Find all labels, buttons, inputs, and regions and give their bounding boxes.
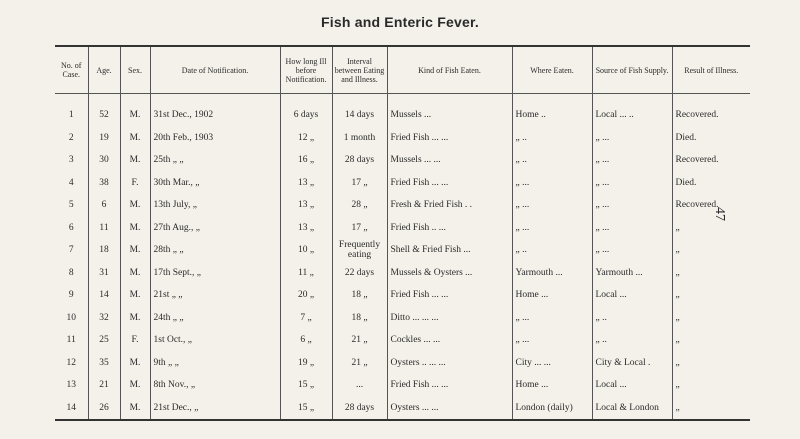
cell-ill-before-notification: 13 „ bbox=[280, 172, 332, 195]
cell-where-eaten: „ ... bbox=[512, 194, 592, 217]
cell-notification-date: 21st Dec., „ bbox=[150, 397, 280, 421]
cell-ill-before-notification: 7 „ bbox=[280, 307, 332, 330]
cell-eating-illness-interval: 28 days bbox=[332, 397, 387, 421]
cell-sex: M. bbox=[120, 127, 150, 150]
cell-sex: M. bbox=[120, 284, 150, 307]
table-row bbox=[55, 307, 750, 330]
cell-eating-illness-interval: 21 „ bbox=[332, 329, 387, 352]
table-row bbox=[55, 172, 750, 195]
cell-eating-illness-interval: 18 „ bbox=[332, 307, 387, 330]
cell-where-eaten: „ .. bbox=[512, 127, 592, 150]
spacer-cell bbox=[592, 94, 672, 105]
table-row bbox=[55, 329, 750, 352]
cell-case-no: 6 bbox=[55, 217, 88, 240]
cell-where-eaten: „ ... bbox=[512, 217, 592, 240]
cell-fish-kind: Oysters .. ... ... bbox=[387, 352, 512, 375]
column-header-eating-illness-interval: Interval between Eating and Illness. bbox=[332, 46, 387, 94]
cell-fish-source: „ ... bbox=[592, 239, 672, 262]
cell-age: 26 bbox=[88, 397, 120, 421]
cell-illness-result: „ bbox=[675, 245, 680, 256]
column-header-ill-before-notification: How long Ill before Notification. bbox=[280, 46, 332, 94]
cell-ill-before-notification: 15 „ bbox=[280, 374, 332, 397]
cell-notification-date: 25th „ „ bbox=[150, 149, 280, 172]
cell-case-no: 14 bbox=[55, 397, 88, 421]
cell-case-no: 10 bbox=[55, 307, 88, 330]
cell-age: 11 bbox=[88, 217, 120, 240]
table-row bbox=[55, 127, 750, 150]
cell-illness-result: „ bbox=[675, 267, 680, 278]
cell-ill-before-notification: 13 „ bbox=[280, 194, 332, 217]
cell-fish-kind: Mussels ... ... bbox=[387, 149, 512, 172]
cell-ill-before-notification: 10 „ bbox=[280, 239, 332, 262]
column-header-fish-source: Source of Fish Supply. bbox=[592, 46, 672, 94]
cell-fish-kind: Cockles ... ... bbox=[387, 329, 512, 352]
cell-ill-before-notification: 11 „ bbox=[280, 262, 332, 285]
table-row bbox=[55, 194, 750, 217]
cell-illness-result: Recovered. bbox=[675, 200, 719, 211]
cell-age: 19 bbox=[88, 127, 120, 150]
cell-fish-kind: Ditto ... ... ... bbox=[387, 307, 512, 330]
cell-eating-illness-interval: 17 „ bbox=[332, 172, 387, 195]
cell-fish-kind: Fried Fish ... ... bbox=[387, 127, 512, 150]
cell-fish-source: Local & London bbox=[592, 397, 672, 421]
cell-fish-source: „ ... bbox=[592, 217, 672, 240]
column-header-sex: Sex. bbox=[120, 46, 150, 94]
table-row bbox=[55, 104, 750, 127]
cell-case-no: 9 bbox=[55, 284, 88, 307]
cell-sex: M. bbox=[120, 217, 150, 240]
cell-notification-date: 1st Oct., „ bbox=[150, 329, 280, 352]
cell-sex: M. bbox=[120, 307, 150, 330]
cell-fish-source: Yarmouth ... bbox=[592, 262, 672, 285]
cell-age: 35 bbox=[88, 352, 120, 375]
column-header-where-eaten: Where Eaten. bbox=[512, 46, 592, 94]
cell-fish-source: „ ... bbox=[592, 172, 672, 195]
column-header-fish-kind: Kind of Fish Eaten. bbox=[387, 46, 512, 94]
cell-fish-kind: Fried Fish ... ... bbox=[387, 374, 512, 397]
cell-where-eaten: „ ... bbox=[512, 172, 592, 195]
cell-fish-source: „ .. bbox=[592, 307, 672, 330]
column-header-illness-result: Result of Illness. bbox=[672, 46, 750, 94]
cell-fish-kind: Fried Fish ... ... bbox=[387, 172, 512, 195]
table-row bbox=[55, 262, 750, 285]
table-row bbox=[55, 284, 750, 307]
table-row bbox=[55, 397, 750, 421]
cell-notification-date: 30th Mar., „ bbox=[150, 172, 280, 195]
cell-ill-before-notification: 15 „ bbox=[280, 397, 332, 421]
column-header-age: Age. bbox=[88, 46, 120, 94]
cell-fish-source: Local ... bbox=[592, 374, 672, 397]
cell-fish-source: Local ... .. bbox=[592, 104, 672, 127]
cell-illness-result: „ bbox=[675, 402, 680, 413]
cell-case-no: 4 bbox=[55, 172, 88, 195]
table-row bbox=[55, 239, 750, 262]
spacer-cell bbox=[512, 94, 592, 105]
cell-age: 25 bbox=[88, 329, 120, 352]
cell-case-no: 7 bbox=[55, 239, 88, 262]
cell-illness-result: „ bbox=[675, 222, 680, 233]
table-row bbox=[55, 149, 750, 172]
cell-sex: M. bbox=[120, 149, 150, 172]
cell-case-no: 12 bbox=[55, 352, 88, 375]
cell-illness-result: „ bbox=[675, 290, 680, 301]
column-header-case-no: No. of Case. bbox=[55, 46, 88, 94]
cell-where-eaten: Home .. bbox=[512, 104, 592, 127]
page-title: Fish and Enteric Fever. bbox=[321, 14, 479, 30]
cell-notification-date: 9th „ „ bbox=[150, 352, 280, 375]
table-row bbox=[55, 374, 750, 397]
cell-fish-kind: Oysters ... ... bbox=[387, 397, 512, 421]
cell-sex: M. bbox=[120, 352, 150, 375]
cell-where-eaten: „ ... bbox=[512, 307, 592, 330]
column-header-notification-date: Date of Notification. bbox=[150, 46, 280, 94]
cell-notification-date: 20th Feb., 1903 bbox=[150, 127, 280, 150]
cell-fish-kind: Mussels & Oysters ... bbox=[387, 262, 512, 285]
cell-where-eaten: Home ... bbox=[512, 284, 592, 307]
cell-where-eaten: City ... ... bbox=[512, 352, 592, 375]
cell-illness-result: Died. bbox=[675, 132, 697, 143]
spacer-cell bbox=[280, 94, 332, 105]
cell-sex: F. bbox=[120, 329, 150, 352]
cell-fish-kind: Fried Fish ... ... bbox=[387, 284, 512, 307]
cell-sex: M. bbox=[120, 397, 150, 421]
cell-sex: M. bbox=[120, 104, 150, 127]
table-spacer-row bbox=[55, 94, 750, 105]
cell-where-eaten: Home ... bbox=[512, 374, 592, 397]
cell-fish-source: „ ... bbox=[592, 194, 672, 217]
cell-age: 32 bbox=[88, 307, 120, 330]
cell-notification-date: 21st „ „ bbox=[150, 284, 280, 307]
cell-case-no: 11 bbox=[55, 329, 88, 352]
cell-illness-result: „ bbox=[675, 312, 680, 323]
spacer-cell bbox=[387, 94, 512, 105]
cell-sex: M. bbox=[120, 239, 150, 262]
cell-notification-date: 24th „ „ bbox=[150, 307, 280, 330]
table-row bbox=[55, 217, 750, 240]
cell-ill-before-notification: 16 „ bbox=[280, 149, 332, 172]
spacer-cell bbox=[332, 94, 387, 105]
cell-fish-kind: Fresh & Fried Fish . . bbox=[387, 194, 512, 217]
cell-sex: M. bbox=[120, 262, 150, 285]
spacer-cell bbox=[672, 94, 750, 105]
cell-case-no: 8 bbox=[55, 262, 88, 285]
cell-ill-before-notification: 13 „ bbox=[280, 217, 332, 240]
cell-notification-date: 31st Dec., 1902 bbox=[150, 104, 280, 127]
cell-ill-before-notification: 19 „ bbox=[280, 352, 332, 375]
cell-where-eaten: „ .. bbox=[512, 239, 592, 262]
cell-notification-date: 8th Nov., „ bbox=[150, 374, 280, 397]
cell-case-no: 5 bbox=[55, 194, 88, 217]
cell-where-eaten: Yarmouth ... bbox=[512, 262, 592, 285]
cell-notification-date: 28th „ „ bbox=[150, 239, 280, 262]
cell-eating-illness-interval: 21 „ bbox=[332, 352, 387, 375]
spacer-cell bbox=[88, 94, 120, 105]
cell-fish-kind: Mussels ... bbox=[387, 104, 512, 127]
cell-fish-kind: Shell & Fried Fish ... bbox=[387, 239, 512, 262]
cell-where-eaten: „ ... bbox=[512, 329, 592, 352]
cell-eating-illness-interval: 28 „ bbox=[332, 194, 387, 217]
cell-fish-source: „ ... bbox=[592, 149, 672, 172]
cell-notification-date: 13th July, „ bbox=[150, 194, 280, 217]
cell-fish-source: City & Local . bbox=[592, 352, 672, 375]
cell-illness-result: Recovered. bbox=[675, 110, 719, 121]
cell-age: 38 bbox=[88, 172, 120, 195]
cell-eating-illness-interval: 1 month bbox=[332, 127, 387, 150]
cell-ill-before-notification: 6 days bbox=[280, 104, 332, 127]
cell-eating-illness-interval: Frequently eating bbox=[332, 239, 387, 262]
cell-eating-illness-interval: 18 „ bbox=[332, 284, 387, 307]
cell-age: 14 bbox=[88, 284, 120, 307]
cell-age: 21 bbox=[88, 374, 120, 397]
cell-eating-illness-interval: 17 „ bbox=[332, 217, 387, 240]
cell-ill-before-notification: 12 „ bbox=[280, 127, 332, 150]
cell-case-no: 13 bbox=[55, 374, 88, 397]
cell-eating-illness-interval: 28 days bbox=[332, 149, 387, 172]
cell-where-eaten: „ .. bbox=[512, 149, 592, 172]
cell-fish-source: „ .. bbox=[592, 329, 672, 352]
cell-sex: F. bbox=[120, 172, 150, 195]
cell-notification-date: 27th Aug., „ bbox=[150, 217, 280, 240]
cell-case-no: 1 bbox=[55, 104, 88, 127]
cell-sex: M. bbox=[120, 194, 150, 217]
cell-age: 6 bbox=[88, 194, 120, 217]
cell-illness-result: „ bbox=[675, 357, 680, 368]
cell-illness-result: Died. bbox=[675, 177, 697, 188]
spacer-cell bbox=[150, 94, 280, 105]
table-row bbox=[55, 352, 750, 375]
cell-age: 31 bbox=[88, 262, 120, 285]
cell-illness-result: „ bbox=[675, 380, 680, 391]
cell-illness-result: „ bbox=[675, 335, 680, 346]
spacer-cell bbox=[55, 94, 88, 105]
cell-eating-illness-interval: ... bbox=[332, 374, 387, 397]
cell-age: 52 bbox=[88, 104, 120, 127]
table-header-row bbox=[55, 46, 750, 94]
cell-ill-before-notification: 6 „ bbox=[280, 329, 332, 352]
cell-sex: M. bbox=[120, 374, 150, 397]
cell-notification-date: 17th Sept., „ bbox=[150, 262, 280, 285]
spacer-cell bbox=[120, 94, 150, 105]
cell-eating-illness-interval: 22 days bbox=[332, 262, 387, 285]
cell-where-eaten: London (daily) bbox=[512, 397, 592, 421]
cell-case-no: 2 bbox=[55, 127, 88, 150]
cell-eating-illness-interval: 14 days bbox=[332, 104, 387, 127]
cell-age: 30 bbox=[88, 149, 120, 172]
page-number: 47 bbox=[712, 207, 727, 221]
cell-age: 18 bbox=[88, 239, 120, 262]
cell-ill-before-notification: 20 „ bbox=[280, 284, 332, 307]
cell-case-no: 3 bbox=[55, 149, 88, 172]
cell-illness-result: Recovered. bbox=[675, 155, 719, 166]
cell-fish-kind: Fried Fish .. ... bbox=[387, 217, 512, 240]
cell-fish-source: Local ... bbox=[592, 284, 672, 307]
cell-fish-source: „ ... bbox=[592, 127, 672, 150]
